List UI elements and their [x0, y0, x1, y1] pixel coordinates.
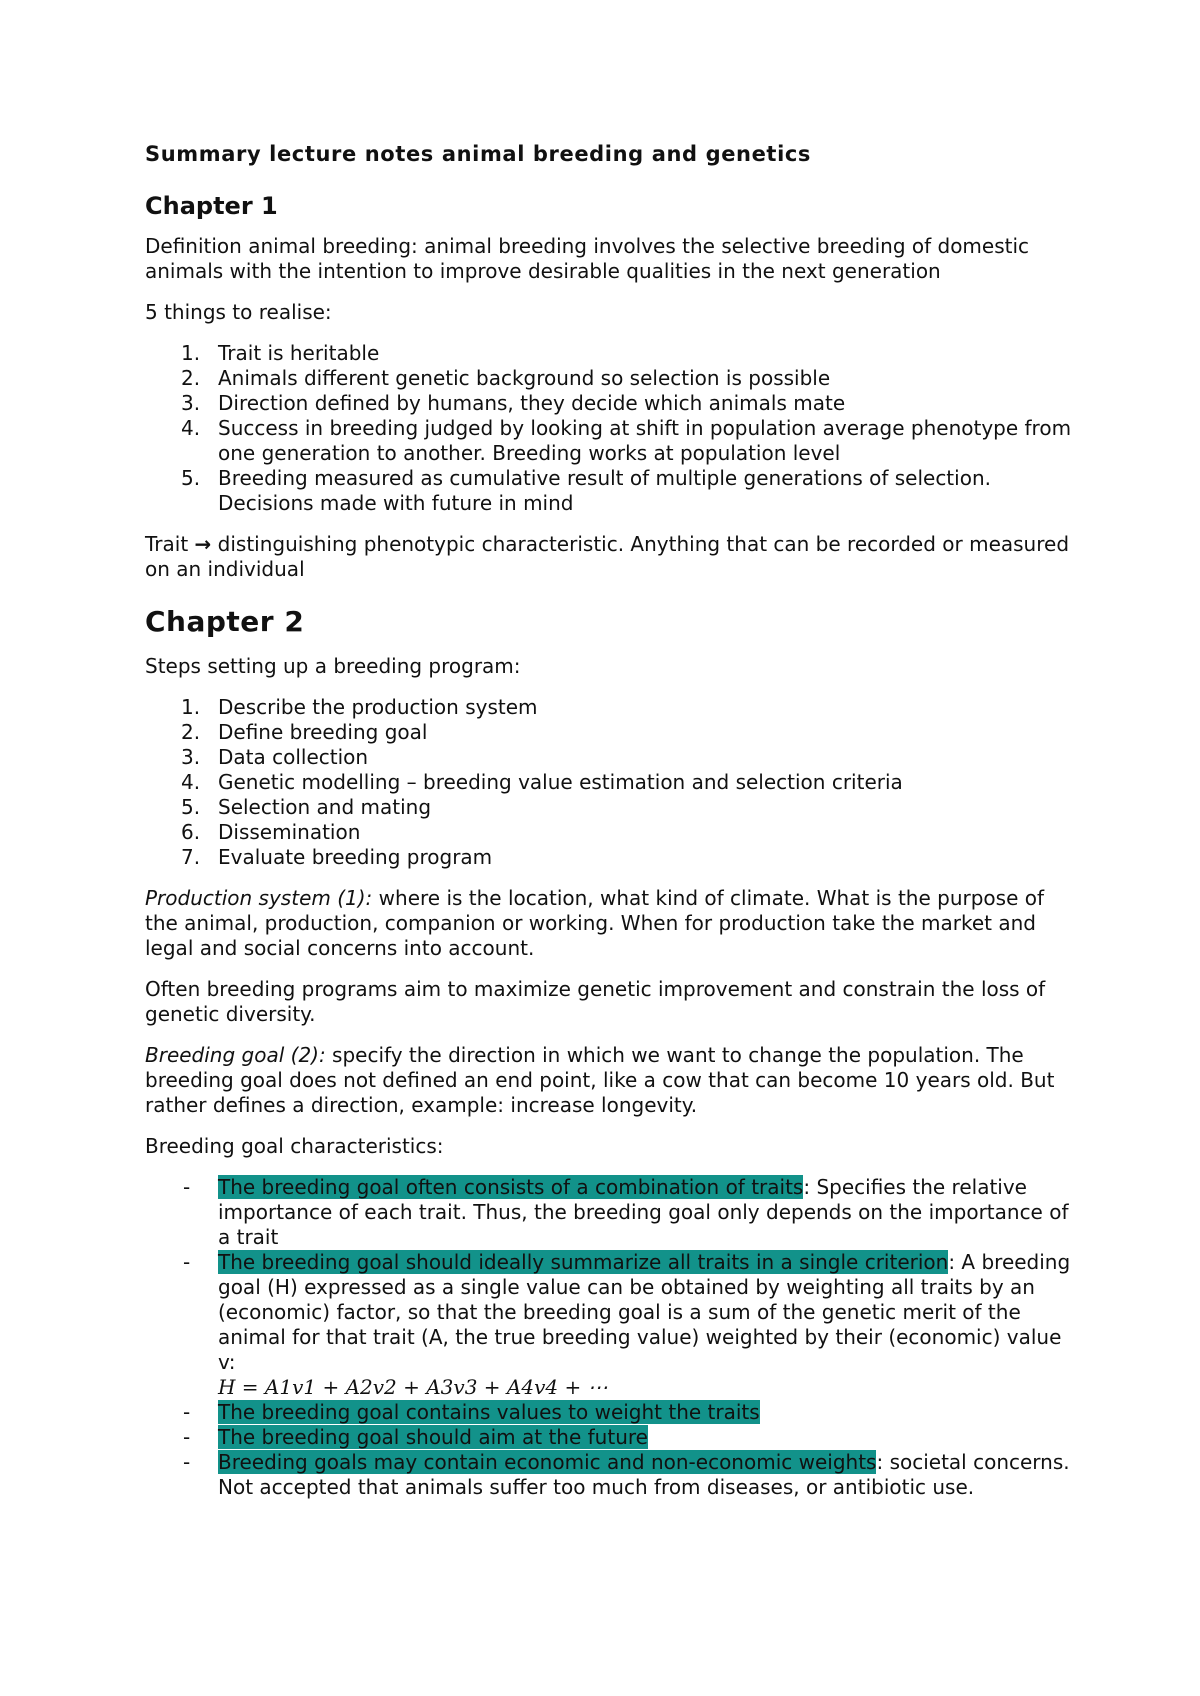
list-item: 7. Evaluate breeding program	[181, 845, 493, 869]
list-item: - The breeding goal often consists of a combination of traits: Specifies the relative importance of each trait. Thus, the breeding goal only depends on the importance of a trait	[183, 1175, 1069, 1249]
list-item: 2. Define breeding goal	[181, 720, 428, 744]
list-item: 4. Success in breeding judged by looking at shift in population average phenotype from one generation to another. Breeding works at population level	[181, 416, 1072, 465]
highlight: The breeding goal should ideally summarize all traits in a single criterion	[218, 1250, 949, 1274]
list-item: 3. Direction defined by humans, they decide which animals mate	[181, 391, 846, 415]
realise-intro: 5 things to realise:	[145, 300, 332, 324]
highlight: The breeding goal should aim at the future	[218, 1425, 648, 1449]
list-item: 5. Breeding measured as cumulative result of multiple generations of selection. Decisions made with future in mind	[181, 466, 991, 515]
trait-definition: Trait → distinguishing phenotypic characteristic. Anything that can be recorded or measured on an individual	[145, 532, 1070, 581]
list-item: 6. Dissemination	[181, 820, 361, 844]
list-item: 3. Data collection	[181, 745, 369, 769]
highlight: Breeding goals may contain economic and non-economic weights	[218, 1450, 877, 1474]
characteristics-intro: Breeding goal characteristics:	[145, 1134, 444, 1158]
chapter-1-heading: Chapter 1	[145, 192, 278, 220]
breeding-goal-paragraph: Breeding goal (2): specify the direction in which we want to change the population. The breeding goal does not defined an end point, like a cow that can become 10 years old. But rather defines a direction, example: increase longevity.	[145, 1043, 1055, 1117]
list-item: - Breeding goals may contain economic and non-economic weights: societal concerns. Not accepted that animals suffer too much from diseases, or antibiotic use.	[183, 1450, 1070, 1499]
list-item: 1. Describe the production system	[181, 695, 538, 719]
document-page	[145, 140, 1075, 1516]
breeding-goal-formula: H = A1v1 + A2v2 + A3v3 + A4v4 + ⋯	[218, 1375, 608, 1399]
list-item: - The breeding goal contains values to weight the traits	[183, 1400, 760, 1424]
steps-intro: Steps setting up a breeding program:	[145, 654, 521, 678]
list-item: 1. Trait is heritable	[181, 341, 380, 365]
characteristics-list	[145, 1175, 1075, 1500]
list-item: - The breeding goal should ideally summarize all traits in a single criterion: A breeding goal (H) expressed as a single value can be obtained by weighting all traits by an (economic) factor, so that the breeding goal is a sum of the genetic merit of the animal for that trait (A, the true breeding value) weighted by their (economic) value v: H = A1v1 + A2v2 + A3v3 + A4v4 + ⋯	[183, 1250, 1071, 1399]
production-paragraph: Production system (1): where is the location, what kind of climate. What is the purpose of the animal, production, companion or working. When for production take the market and legal and social concerns into account.	[145, 886, 1045, 960]
highlight: The breeding goal contains values to weight the traits	[218, 1400, 760, 1424]
list-item: - The breeding goal should aim at the future	[183, 1425, 648, 1449]
highlight: The breeding goal often consists of a combination of traits	[218, 1175, 804, 1199]
list-item: 4. Genetic modelling – breeding value estimation and selection criteria	[181, 770, 903, 794]
list-item: 2. Animals different genetic background so selection is possible	[181, 366, 831, 390]
diversity-paragraph: Often breeding programs aim to maximize genetic improvement and constrain the loss of genetic diversity.	[145, 977, 1046, 1026]
chapter-2-heading: Chapter 2	[145, 605, 305, 638]
realise-list	[145, 341, 1075, 516]
definition-paragraph: Definition animal breeding: animal breeding involves the selective breeding of domestic animals with the intention to improve desirable qualities in the next generation	[145, 234, 1030, 283]
list-item: 5. Selection and mating	[181, 795, 432, 819]
arrow-icon: →	[194, 532, 212, 556]
steps-list	[145, 695, 1075, 870]
document-title: Summary lecture notes animal breeding and genetics	[145, 142, 812, 166]
